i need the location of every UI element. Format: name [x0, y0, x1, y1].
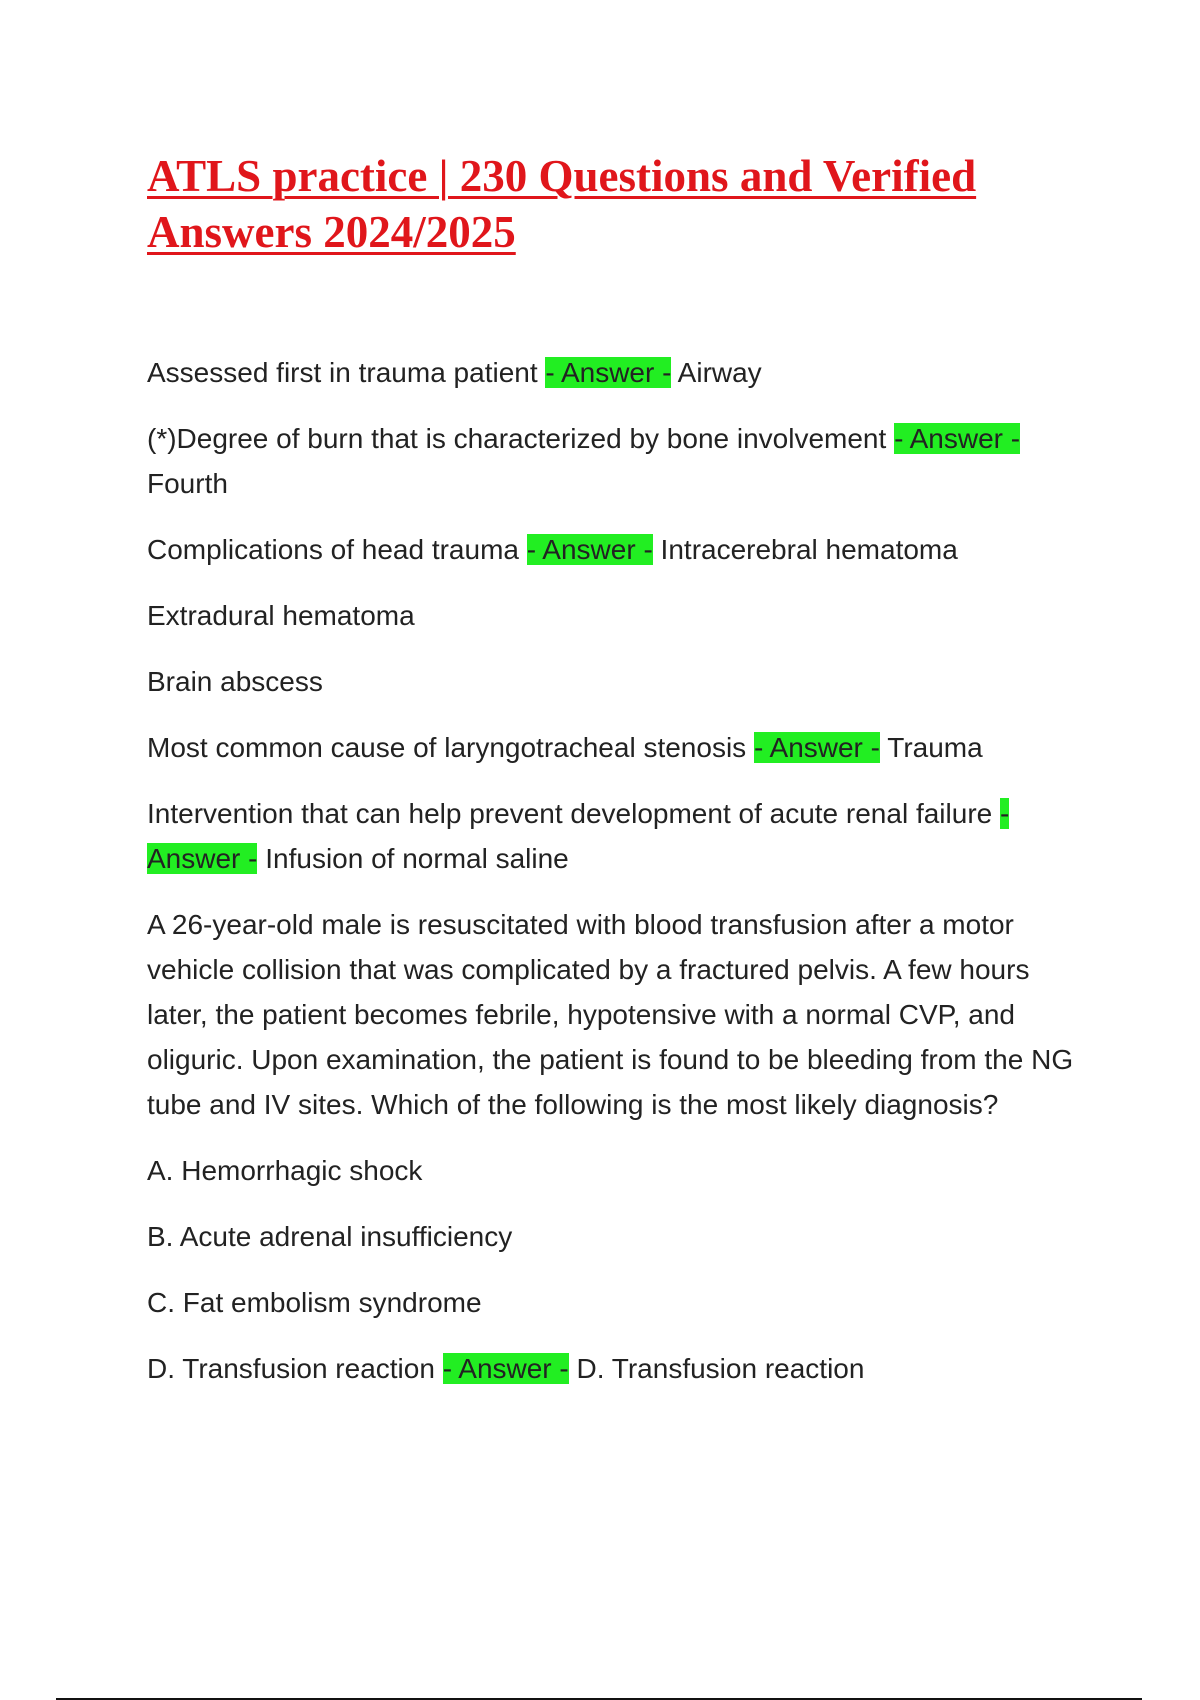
answer-marker: - Answer -	[545, 357, 672, 388]
option-text: D. Transfusion reaction	[147, 1353, 443, 1384]
answer-marker: - Answer -	[526, 534, 653, 565]
answer-marker: - Answer -	[894, 423, 1021, 454]
answer-text: Fourth	[147, 468, 228, 499]
case-option-answer	[147, 1346, 1097, 1391]
qa-item	[147, 350, 1097, 395]
case-option: C. Fat embolism syndrome	[147, 1287, 482, 1318]
case-option: A. Hemorrhagic shock	[147, 1155, 423, 1186]
answer-text: D. Transfusion reaction	[568, 1353, 865, 1384]
question-text: (*)Degree of burn that is characterized by bone involvement	[147, 423, 895, 454]
question-text: Intervention that can help prevent development of acute renal failure	[147, 798, 1000, 829]
question-text: Assessed first in trauma patient	[147, 357, 546, 388]
question-text: Complications of head trauma	[147, 534, 527, 565]
qa-item	[147, 527, 1097, 572]
answer-marker: - Answer -	[442, 1353, 569, 1384]
document-body	[147, 350, 1097, 1412]
answer-text: Intracerebral hematoma	[652, 534, 958, 565]
answer-continuation: Brain abscess	[147, 666, 323, 697]
answer-text: Infusion of normal saline	[257, 843, 569, 874]
qa-item	[147, 791, 1097, 881]
answer-text: Airway	[671, 357, 762, 388]
answer-text: Trauma	[879, 732, 983, 763]
answer-continuation: Extradural hematoma	[147, 600, 415, 631]
case-option: B. Acute adrenal insufficiency	[147, 1221, 513, 1252]
answer-marker: - Answer -	[147, 798, 1010, 874]
question-text: Most common cause of laryngotracheal stenosis	[147, 732, 754, 763]
qa-item	[147, 416, 1097, 506]
answer-marker: - Answer -	[753, 732, 880, 763]
case-stem: A 26-year-old male is resuscitated with blood transfusion after a motor vehicle collision that was complicated by a fractured pelvis. A few hours later, the patient becomes febrile, hypotensive with a normal CVP, and oliguric. Upon examination, the patient is found to be bleeding from the NG tube and IV sites. Which of the following is the most likely diagnosis?	[147, 909, 1074, 1120]
qa-item	[147, 725, 1097, 770]
document-title: ATLS practice | 230 Questions and Verified Answers 2024/2025	[147, 151, 977, 257]
